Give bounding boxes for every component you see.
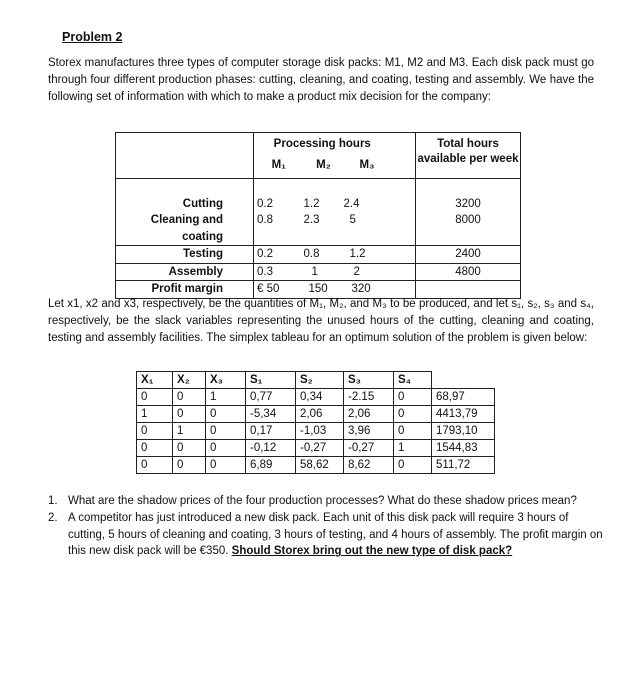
questions-list — [48, 493, 608, 560]
processing-hours-header: Processing hours — [254, 133, 391, 153]
middle-paragraph: Let x1, x2 and x3, respectively, be the quantities of M₁, M₂, and M₃ to be produced, and let s₁, s₂, s₃ and s₄, respectively, be the slack variables representing the unused hours of the cutting, cleaning and coating, testing and assembly facilities. The simplex tableau for an optimum solution of the problem is given below: — [48, 298, 594, 344]
total-hours-header: Total hours — [416, 133, 521, 153]
question-2-emphasis: Should Storex bring out the new type of disk pack? — [231, 545, 513, 558]
intro-paragraph: Storex manufactures three types of computer storage disk packs: M1, M2 and M3. Each disk pack must go through four different production phases: cutting, cleaning, and coating, testing and assembly. We have the following set of information with which to make a product mix decision for the company: — [48, 57, 594, 103]
question-2-text: A competitor has just introduced a new disk pack. Each unit of this disk pack will require 3 hours of cutting, 5 hours of cleaning and coating, 3 hours of testing, and 4 hours of assembly. The profit margin on this new disk pack will be €350. — [68, 511, 603, 558]
table1-row-cutting: Cutting 0.2 1.2 2.4 3200 — [116, 196, 521, 213]
table1-row-cleaning: Cleaning and 0.8 2.3 5 8000 — [116, 212, 521, 229]
table-row: 1 0 0 -5,34 2,06 2,06 0 4413,79 — [137, 406, 495, 423]
table-row: 0 1 0 0,17 -1,03 3,96 0 1793,10 — [137, 423, 495, 440]
simplex-tableau — [136, 371, 495, 474]
table-row: 0 0 1 0,77 0,34 -2.15 0 68,97 — [137, 389, 495, 406]
table1-corner — [116, 133, 254, 179]
table1-row-cleaning-label2: coating — [116, 229, 254, 246]
question-2 — [48, 510, 608, 560]
processing-hours-table — [115, 132, 521, 299]
table1-row-profit: Profit margin € 50 150 320 — [116, 281, 521, 299]
table-row: 0 0 0 -0,12 -0,27 -0,27 1 1544,83 — [137, 440, 495, 457]
table-row: 0 0 0 6,89 58,62 8,62 0 511,72 — [137, 457, 495, 474]
m1-header: M₁ — [254, 153, 304, 179]
question-1-text: What are the shadow prices of the four production processes? What do these shadow prices mean? — [68, 495, 577, 507]
table1-row-testing: Testing 0.2 0.8 1.2 2400 — [116, 246, 521, 264]
tableau-header-row: X₁ X₂ X₃ S₁ S₂ S₃ S₄ — [137, 372, 495, 389]
question-1 — [48, 493, 608, 510]
m2-header: M₂ — [304, 153, 344, 179]
problem-title: Problem 2 — [62, 30, 123, 44]
question-2-number: 2. — [48, 511, 58, 524]
question-1-number: 1. — [48, 495, 58, 507]
total-hours-header-2: available per week — [416, 153, 521, 179]
table1-row-assembly: Assembly 0.3 1 2 4800 — [116, 263, 521, 281]
m3-header: M₃ — [344, 153, 391, 179]
